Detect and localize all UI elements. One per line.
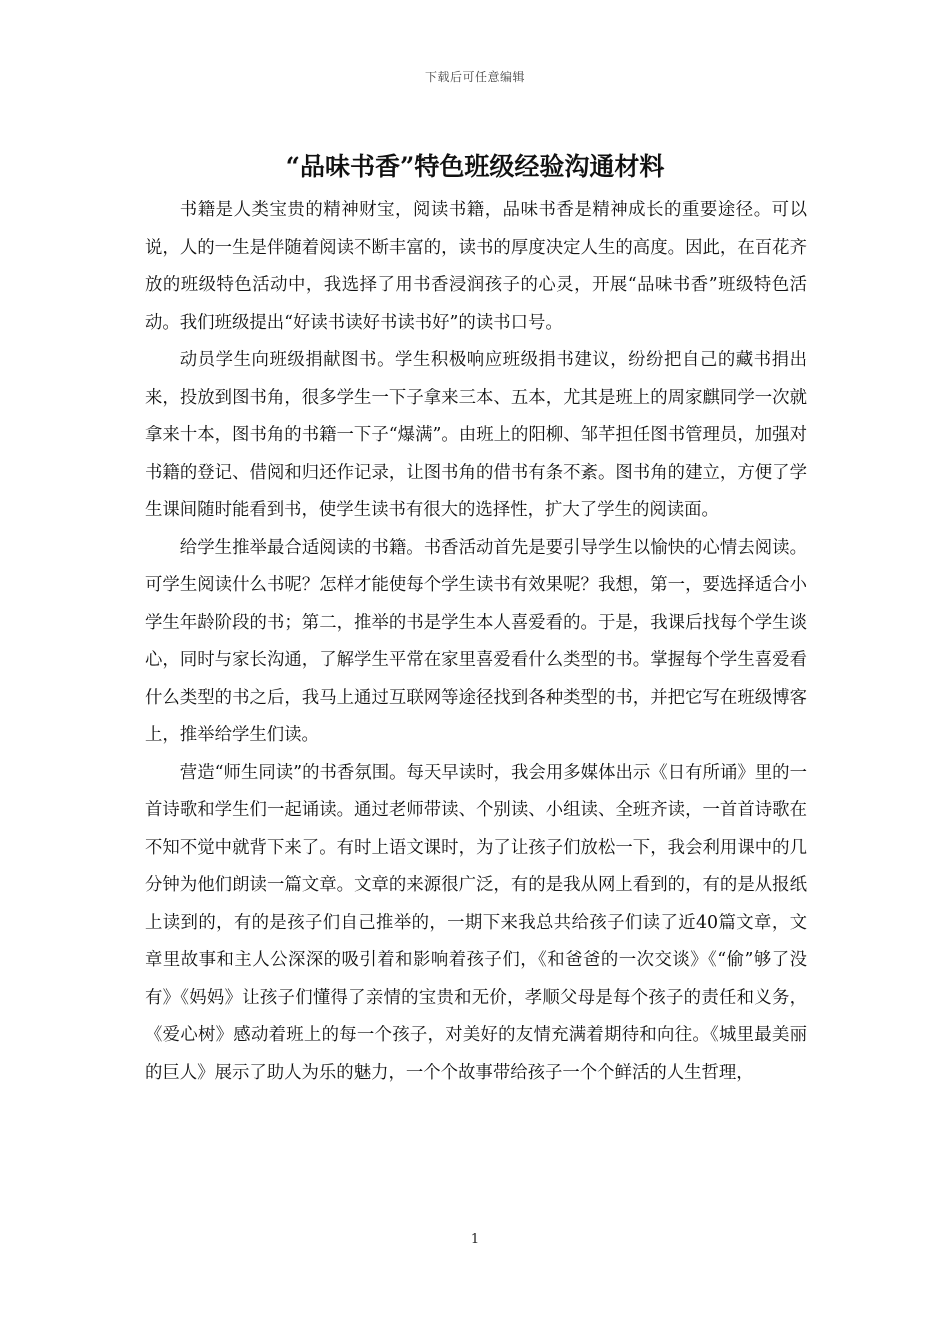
document-body bbox=[145, 192, 807, 1092]
document-title: “品味书香”特色班级经验沟通材料 bbox=[285, 152, 665, 181]
paragraph-shared-reading: 营造“师生同读”的书香氛围。每天早读时，我会用多媒体出示《日有所诵》里的一首诗歌和学生们一起诵读。通过老师带读、个别读、小组读、全班齐读，一首首诗歌在不知不觉中就背下来了。有时上语文课时，为了让孩子们放松一下，我会利用课中的几分钟为他们朗读一篇文章。文章的来源很广泛，有的是我从网上看到的，有的是从报纸上读到的，有的是孩子们自己推举的，一期下来我总共给孩子们读了近40篇文章，文章里故事和主人公深深的吸引着和影响着孩子们，《和爸爸的一次交谈》《“偷”够了没有》《妈妈》让孩子们懂得了亲情的宝贵和无价，孝顺父母是每个孩子的责任和义务，《爱心树》感动着班上的每一个孩子，对美好的友情充满着期待和向往。《城里最美丽的巨人》展示了助人为乐的魅力，一个个故事带给孩子一个个鲜活的人生哲理， bbox=[145, 762, 807, 1083]
paragraph-book-recommendation: 给学生推举最合适阅读的书籍。书香活动首先是要引导学生以愉快的心情去阅读。可学生阅读什么书呢？怎样才能使每个学生读书有效果呢？我想，第一，要选择适合小学生年龄阶段的书；第二，推举的书是学生本人喜爱看的。于是，我课后找每个学生谈心，同时与家长沟通，了解学生平常在家里喜爱看什么类型的书。掌握每个学生喜爱看什么类型的书之后，我马上通过互联网等途径找到各种类型的书，并把它写在班级博客上，推举给学生们读。 bbox=[145, 537, 807, 745]
paragraph-book-donation: 动员学生向班级捐献图书。学生积极响应班级捐书建议，纷纷把自己的藏书捐出来，投放到图书角，很多学生一下子拿来三本、五本，尤其是班上的周家麒同学一次就拿来十本，图书角的书籍一下子“爆满”。由班上的阳柳、邹芊担任图书管理员，加强对书籍的登记、借阅和归还作记录，让图书角的借书有条不紊。图书角的建立，方便了学生课间随时能看到书，使学生读书有很大的选择性，扩大了学生的阅读面。 bbox=[145, 350, 807, 520]
page-header-note: 下载后可任意编辑 bbox=[424, 70, 525, 84]
paragraph-intro: 书籍是人类宝贵的精神财宝，阅读书籍，品味书香是精神成长的重要途径。可以说，人的一生是伴随着阅读不断丰富的，读书的厚度决定人生的高度。因此，在百花齐放的班级特色活动中，我选择了用书香浸润孩子的心灵，开展“品味书香”班级特色活动。我们班级提出“好读书读好书读书好”的读书口号。 bbox=[145, 200, 807, 333]
page-number: 1 bbox=[470, 1232, 480, 1247]
